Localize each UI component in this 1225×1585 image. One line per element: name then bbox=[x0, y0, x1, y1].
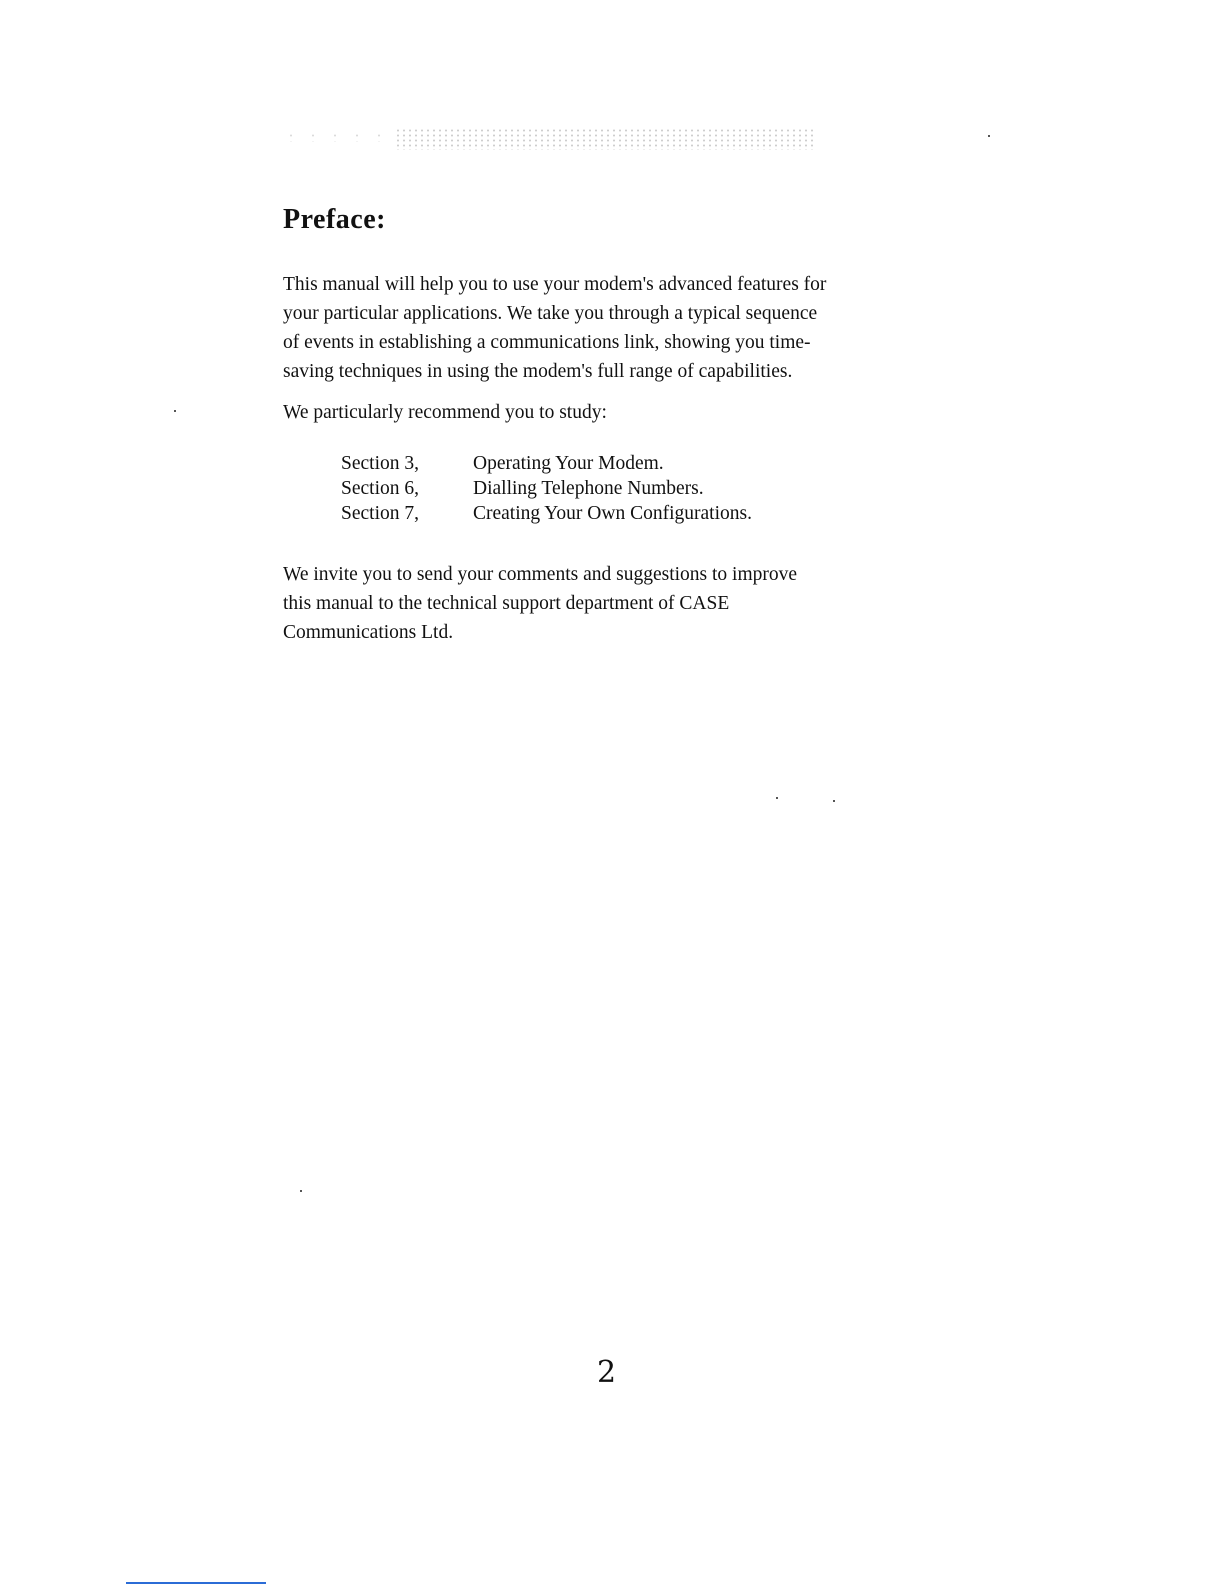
scan-speck bbox=[988, 135, 990, 137]
section-list bbox=[341, 451, 752, 526]
section-number: Section 3, bbox=[341, 453, 419, 474]
section-title: Creating Your Own Configurations. bbox=[473, 503, 752, 524]
text-line: this manual to the technical support department of CASE bbox=[283, 593, 730, 614]
scan-artifact bbox=[395, 128, 815, 150]
section-number: Section 6, bbox=[341, 478, 419, 499]
text-line: saving techniques in using the modem's full range of capabilities. bbox=[283, 361, 793, 382]
section-list-item bbox=[341, 476, 752, 501]
text-line: your particular applications. We take you through a typical sequence bbox=[283, 303, 818, 324]
page-number: 2 bbox=[597, 1355, 617, 1390]
section-title: Dialling Telephone Numbers. bbox=[473, 478, 704, 499]
intro-paragraph bbox=[283, 270, 943, 386]
text-line: This manual will help you to use your modem's advanced features for bbox=[283, 274, 827, 295]
text-line: of events in establishing a communications link, showing you time- bbox=[283, 332, 811, 353]
scan-speck bbox=[833, 800, 835, 802]
text-line: We invite you to send your comments and suggestions to improve bbox=[283, 564, 798, 585]
scan-artifact bbox=[280, 132, 380, 142]
text-line: Communications Ltd. bbox=[283, 622, 454, 643]
feedback-paragraph bbox=[283, 560, 943, 647]
section-title: Operating Your Modem. bbox=[473, 453, 664, 474]
scan-speck bbox=[776, 797, 778, 799]
recommendation-paragraph: We particularly recommend you to study: bbox=[283, 402, 607, 423]
bottom-rule bbox=[126, 1582, 266, 1584]
section-list-item bbox=[341, 501, 752, 526]
section-list-item bbox=[341, 451, 752, 476]
section-number: Section 7, bbox=[341, 503, 419, 524]
scan-speck bbox=[300, 1190, 302, 1192]
scan-speck bbox=[174, 410, 176, 412]
page-title: Preface: bbox=[283, 204, 386, 235]
